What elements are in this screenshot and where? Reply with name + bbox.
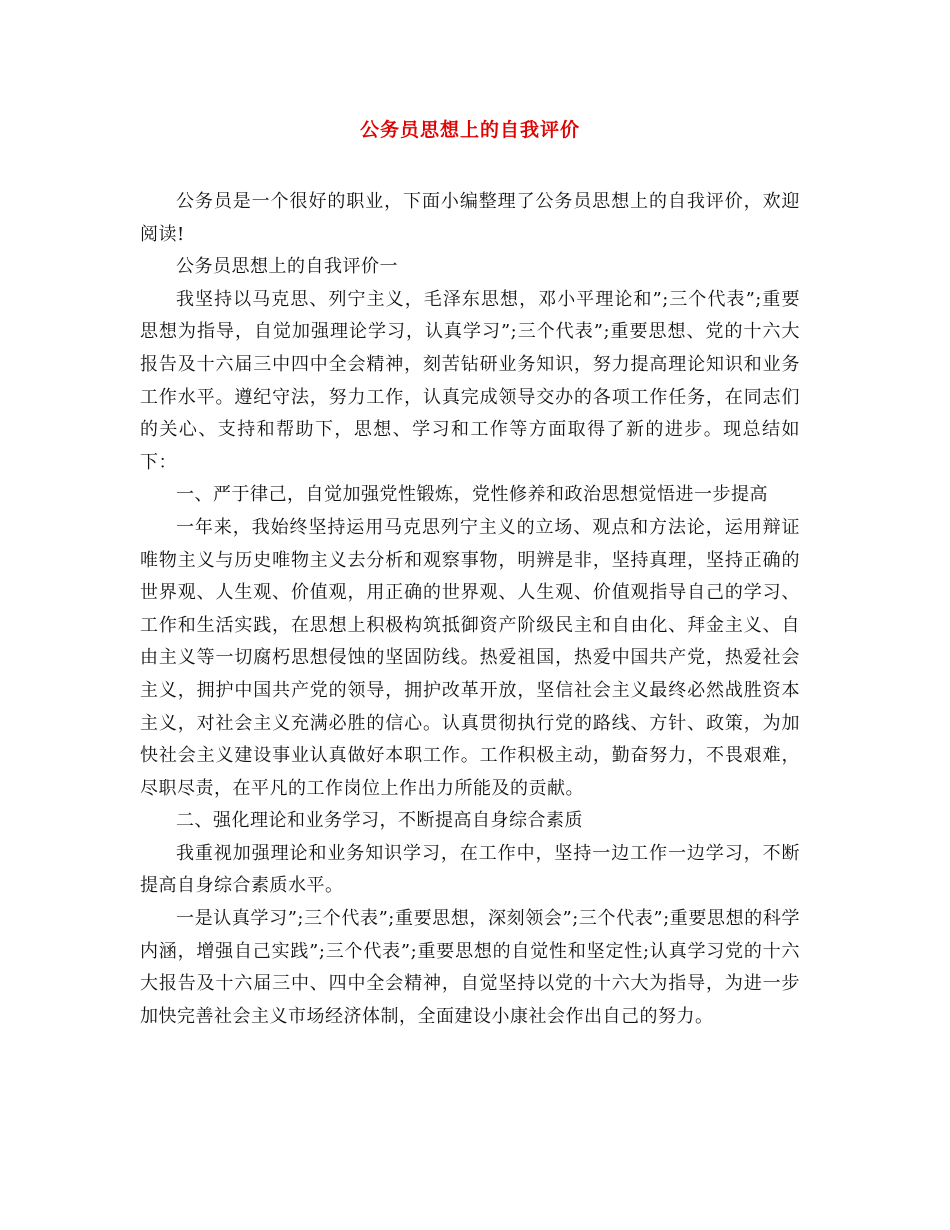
paragraph-study: 我重视加强理论和业务知识学习，在工作中，坚持一边工作一边学习，不断提高自身综合素质水平。 bbox=[140, 842, 800, 897]
paragraph-opening-statement: 我坚持以马克思、列宁主义，毛泽东思想，邓小平理论和”;三个代表”;重要思想为指导，自觉加强理论学习，认真学习”;三个代表”;重要思想、党的十六大报告及十六届三中四中全会精神，刻苦钻研业务知识，努力提高理论知识和业务工作水平。遵纪守法，努力工作，认真完成领导交办的各项工作任务，在同志们的关心、支持和帮助下，思想、学习和工作等方面取得了新的进步。现总结如下： bbox=[140, 288, 800, 473]
subheading-study: 二、强化理论和业务学习，不断提高自身综合素质 bbox=[176, 810, 583, 832]
paragraph-intro: 公务员是一个很好的职业，下面小编整理了公务员思想上的自我评价，欢迎阅读! bbox=[140, 191, 800, 245]
document-title: 公务员思想上的自我评价 bbox=[359, 119, 580, 141]
subheading-self-discipline: 一、严于律己，自觉加强党性锻炼，党性修养和政治思想觉悟进一步提高 bbox=[176, 484, 768, 506]
section-heading-part-one: 公务员思想上的自我评价一 bbox=[176, 256, 398, 278]
paragraph-study-point-one: 一是认真学习”;三个代表”;重要思想，深刻领会”;三个代表”;重要思想的科学内涵，增强自己实践”;三个代表”;重要思想的自觉性和坚定性;认真学习党的十六大报告及十六届三中、四中全会精神，自觉坚持以党的十六大为指导，为进一步加快完善社会主义市场经济体制，全面建设小康社会作出自己的努力。 bbox=[140, 908, 800, 1027]
paragraph-self-discipline: 一年来，我始终坚持运用马克思列宁主义的立场、观点和方法论，运用辩证唯物主义与历史唯物主义去分析和观察事物，明辨是非，坚持真理，坚持正确的世界观、人生观、价值观，用正确的世界观、人生观、价值观指导自己的学习、工作和生活实践，在思想上积极构筑抵御资产阶级民主和自由化、拜金主义、自由主义等一切腐朽思想侵蚀的坚固防线。热爱祖国，热爱中国共产党，热爱社会主义，拥护中国共产党的领导，拥护改革开放，坚信社会主义最终必然战胜资本主义，对社会主义充满必胜的信心。认真贯彻执行党的路线、方针、政策，为加快社会主义建设事业认真做好本职工作。工作积极主动，勤奋努力，不畏艰难，尽职尽责，在平凡的工作岗位上作出力所能及的贡献。 bbox=[140, 516, 800, 799]
document-page bbox=[140, 118, 800, 1033]
